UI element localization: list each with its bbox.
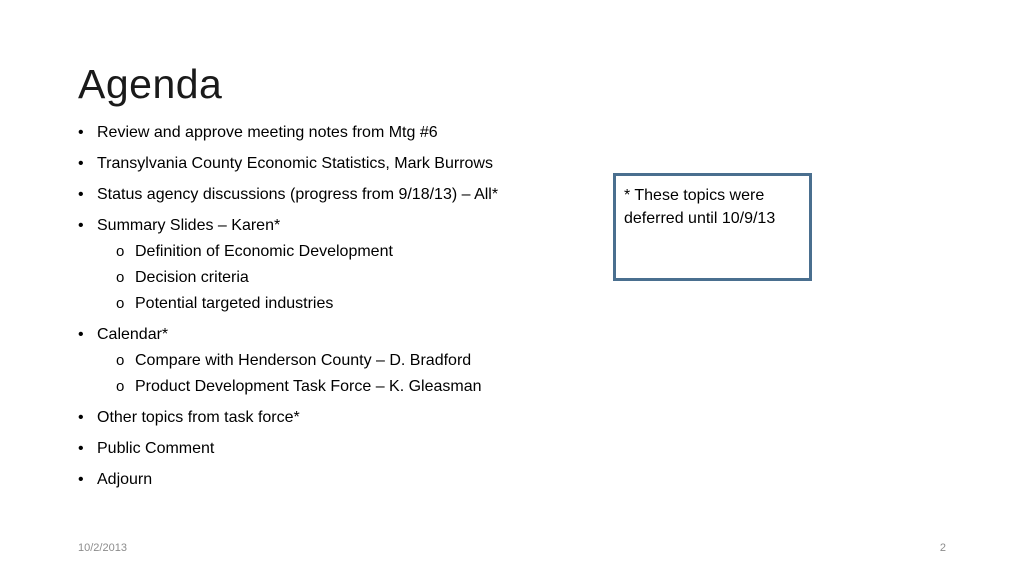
agenda-subitem: o Definition of Economic Development (97, 239, 598, 265)
agenda-item-text: Summary Slides – Karen* (97, 217, 281, 234)
agenda-item-text: Adjourn (97, 471, 153, 488)
agenda-item (78, 213, 598, 317)
agenda-subitem: o Product Development Task Force – K. Gleasman (97, 374, 598, 400)
agenda-sublist (97, 239, 598, 317)
agenda-subitem: o Decision criteria (97, 265, 598, 291)
slide-title: Agenda (78, 61, 223, 107)
agenda-item (78, 322, 598, 400)
agenda-item-text: Calendar* (97, 326, 169, 343)
agenda-item (78, 405, 598, 431)
agenda-item-text: Other topics from task force* (97, 409, 300, 426)
agenda-subitem: o Potential targeted industries (97, 291, 598, 317)
footer-date: 10/2/2013 (78, 542, 127, 554)
page-number: 2 (939, 542, 946, 554)
deferred-topics-note: * These topics were deferred until 10/9/13 (613, 173, 812, 281)
agenda-item (78, 436, 598, 462)
agenda-item-text: Review and approve meeting notes from Mtg #6 (97, 124, 438, 141)
agenda-item-text: Transylvania County Economic Statistics, Mark Burrows (97, 155, 493, 172)
agenda-subitem: o Compare with Henderson County – D. Bradford (97, 348, 598, 374)
agenda-sublist (97, 348, 598, 400)
agenda-item (78, 120, 598, 146)
agenda-list (78, 120, 598, 498)
agenda-item-text: Status agency discussions (progress from 9/18/13) – All* (97, 186, 499, 203)
agenda-item (78, 151, 598, 177)
agenda-item (78, 467, 598, 493)
agenda-item-text: Public Comment (97, 440, 215, 457)
agenda-item (78, 182, 598, 208)
